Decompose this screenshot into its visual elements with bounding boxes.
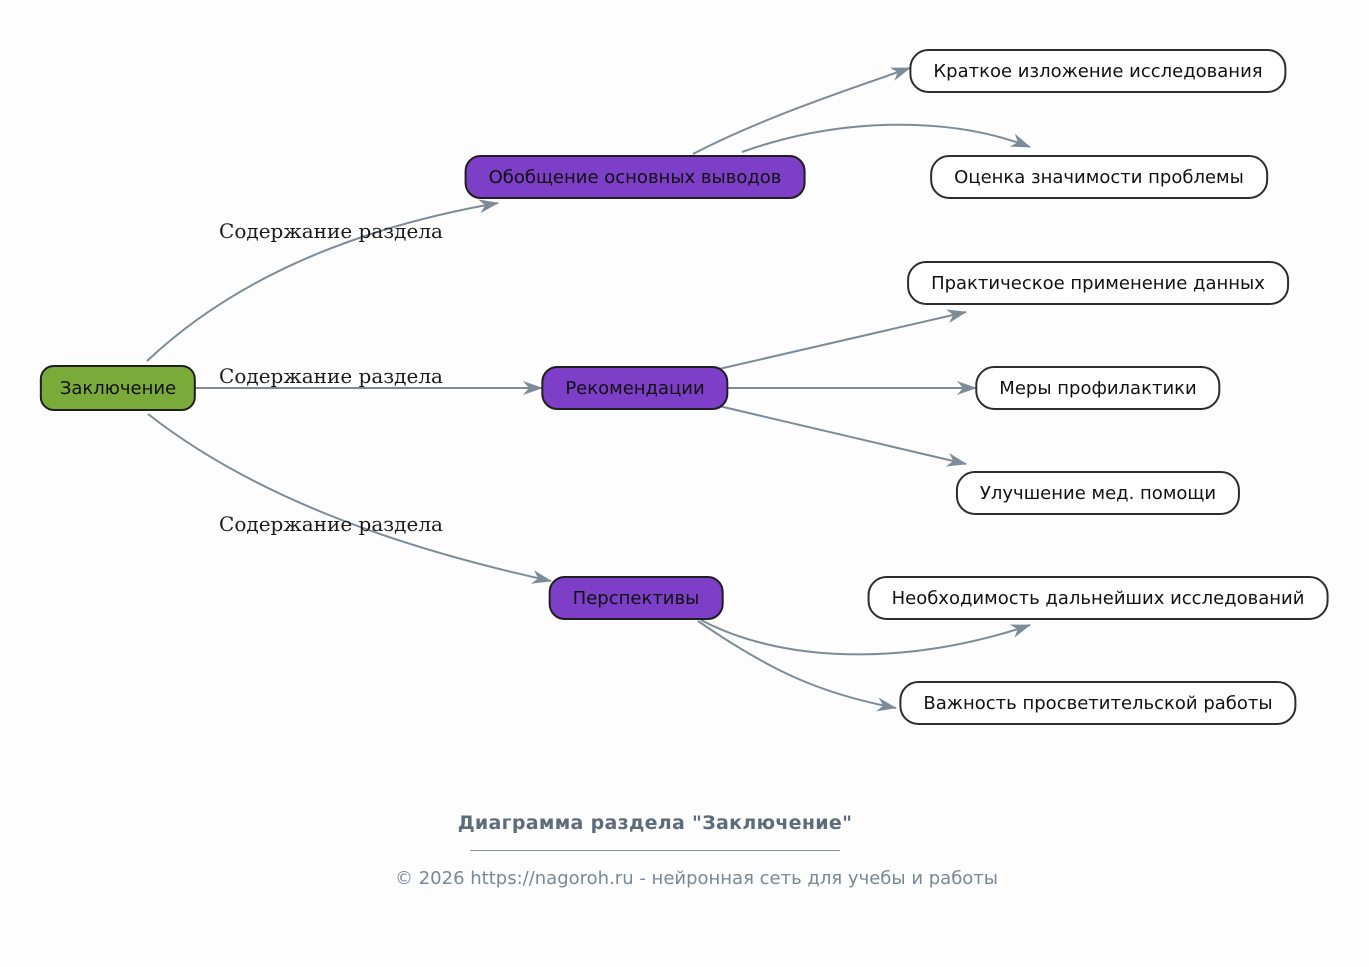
node-root-conclusion: Заключение bbox=[40, 365, 196, 411]
footer-divider bbox=[470, 850, 840, 851]
node-leaf-further-research: Необходимость дальнейших исследований bbox=[868, 576, 1329, 620]
copyright-text: © 2026 https://nagoroh.ru - нейронная сеть для учебы и работы bbox=[395, 868, 999, 889]
node-leaf-medcare-improvement: Улучшение мед. помощи bbox=[956, 471, 1240, 515]
footer bbox=[395, 812, 999, 889]
edge-perspectives-to-research bbox=[701, 620, 1030, 654]
edge-perspectives-to-education bbox=[698, 621, 896, 708]
node-branch-summary: Обобщение основных выводов bbox=[465, 155, 806, 199]
diagram-title: Диаграмма раздела "Заключение" bbox=[457, 812, 853, 834]
node-branch-recommendations: Рекомендации bbox=[541, 366, 728, 410]
node-branch-perspectives: Перспективы bbox=[549, 576, 724, 620]
node-leaf-brief-summary: Краткое изложение исследования bbox=[909, 49, 1286, 93]
edge-recommendations-to-medcare bbox=[719, 406, 966, 464]
node-leaf-problem-significance: Оценка значимости проблемы bbox=[930, 155, 1268, 199]
edge-root-to-perspectives bbox=[148, 414, 551, 581]
edge-label-bottom: Содержание раздела bbox=[219, 512, 443, 536]
edge-label-top: Содержание раздела bbox=[219, 219, 443, 243]
edge-recommendations-to-practical bbox=[719, 312, 966, 369]
edge-summary-to-brief bbox=[693, 68, 910, 154]
node-leaf-practical-application: Практическое применение данных bbox=[907, 261, 1289, 305]
edge-summary-to-significance bbox=[742, 125, 1030, 152]
edge-label-middle: Содержание раздела bbox=[219, 364, 443, 388]
node-leaf-prevention-measures: Меры профилактики bbox=[975, 366, 1220, 410]
node-leaf-educational-work: Важность просветительской работы bbox=[899, 681, 1296, 725]
